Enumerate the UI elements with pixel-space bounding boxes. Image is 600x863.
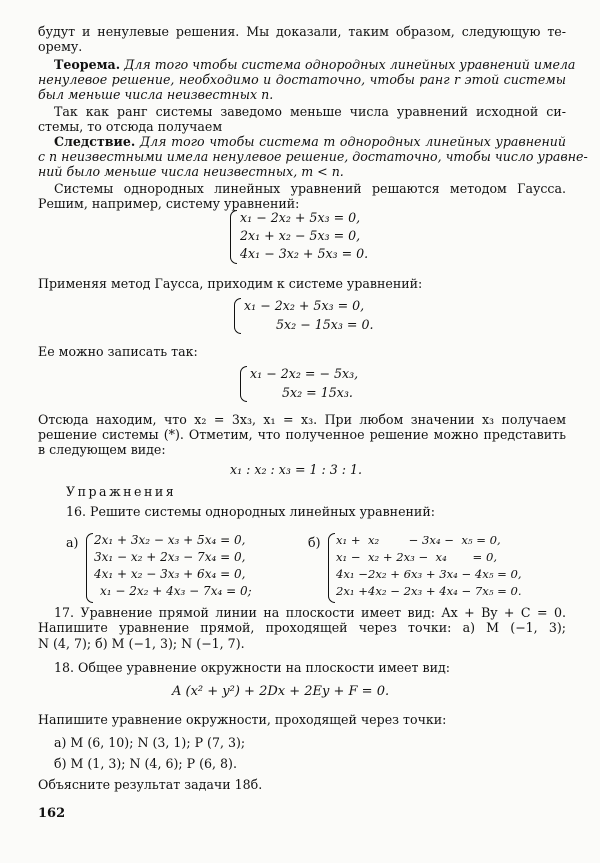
exercise-18-task: Напишите уравнение окружности, проходящей через точки: xyxy=(38,712,447,727)
theorem-line1: Теорема. Для того чтобы система однородных линейных уравнений имела xyxy=(54,57,576,72)
exercise-16b-eq3: 4x₁ −2x₂ + 6x₃ + 3x₄ − 4x₅ = 0, xyxy=(336,567,522,581)
para4: Применяя метод Гаусса, приходим к системе уравнений: xyxy=(38,276,423,291)
exercise-16a-eq4: x₁ − 2x₂ + 4x₃ − 7x₄ = 0; xyxy=(100,584,252,598)
exercise-16b-eq2: x₁ − x₂ + 2x₃ − x₄ = 0, xyxy=(336,550,498,564)
system1-eq1: x₁ − 2x₂ + 5x₃ = 0, xyxy=(240,210,361,225)
exercise-16a-brace xyxy=(86,533,93,603)
exercise-16: 16. Решите системы однородных линейных уравнений: xyxy=(66,504,435,519)
exercises-heading: Упражнения xyxy=(66,484,177,499)
corollary-line1: Следствие. Для того чтобы система m однородных линейных уравнений xyxy=(54,134,566,149)
para3-line2: Решим, например, систему уравнений: xyxy=(38,196,300,211)
exercise-16a-eq3: 4x₁ + x₂ − 3x₃ + 6x₄ = 0, xyxy=(94,567,246,581)
system1-brace xyxy=(230,210,237,264)
exercise-16b-eq1: x₁ + x₂ − 3x₄ − x₅ = 0, xyxy=(336,533,501,547)
exercise-16a-eq2: 3x₁ − x₂ + 2x₃ − 7x₄ = 0, xyxy=(94,550,246,564)
exercise-18b: б) M (1, 3); N (4, 6); P (6, 8). xyxy=(54,756,237,771)
system2-eq2: 5x₂ − 15x₃ = 0. xyxy=(276,317,374,332)
system3-eq2: 5x₂ = 15x₃. xyxy=(282,385,353,400)
para6-line1: Отсюда находим, что x₂ = 3x₃, x₁ = x₃. При любом значении x₃ получаем xyxy=(38,412,566,427)
corollary-label: Следствие. xyxy=(54,134,136,149)
exercise-17-line1: 17. Уравнение прямой линии на плоскости имеет вид: Ax + By + C = 0. xyxy=(54,605,566,620)
para2-line2: стемы, то отсюда получаем xyxy=(38,119,223,134)
theorem-line2: ненулевое решение, необходимо и достаточно, чтобы ранг r этой системы xyxy=(38,72,566,87)
para3-line1: Системы однородных линейных уравнений решаются методом Гаусса. xyxy=(54,181,566,196)
circle-equation: A (x² + y²) + 2Dx + 2Ey + F = 0. xyxy=(172,684,390,699)
para2-line1: Так как ранг системы заведомо меньше числа уравнений исходной си- xyxy=(54,104,566,119)
exercise-18-end: Объясните результат задачи 18б. xyxy=(38,777,263,792)
exercise-16a-label: а) xyxy=(66,535,79,550)
system3-eq1: x₁ − 2x₂ = − 5x₃, xyxy=(250,366,359,381)
para5: Ее можно записать так: xyxy=(38,344,198,359)
exercise-16b-eq4: 2x₁ +4x₂ − 2x₃ + 4x₄ − 7x₅ = 0. xyxy=(336,584,522,598)
system2-eq1: x₁ − 2x₂ + 5x₃ = 0, xyxy=(244,298,365,313)
system2-brace xyxy=(234,298,241,334)
corollary-line2: с n неизвестными имела ненулевое решение, достаточно, чтобы число уравне- xyxy=(38,149,588,164)
exercise-16b-brace xyxy=(328,533,335,603)
system3-brace xyxy=(240,366,247,402)
system1-eq2: 2x₁ + x₂ − 5x₃ = 0, xyxy=(240,228,361,243)
exercise-18: 18. Общее уравнение окружности на плоскости имеет вид: xyxy=(54,660,450,675)
para6-line2: решение системы (*). Отметим, что полученное решение можно представить xyxy=(38,427,566,442)
para1-line2: орему. xyxy=(38,39,83,54)
ratio-equation: x₁ : x₂ : x₃ = 1 : 3 : 1. xyxy=(230,462,363,477)
exercise-17-line2: Напишите уравнение прямой, проходящей через точки: а) M (−1, 3); xyxy=(38,620,566,635)
para6-line3: в следующем виде: xyxy=(38,442,166,457)
exercise-18a: а) M (6, 10); N (3, 1); P (7, 3); xyxy=(54,735,246,750)
para1-line1: будут и ненулевые решения. Мы доказали, таким образом, следующую те- xyxy=(38,24,566,39)
system1-eq3: 4x₁ − 3x₂ + 5x₃ = 0. xyxy=(240,246,369,261)
page-number: 162 xyxy=(38,806,66,821)
exercise-17-line3: N (4, 7); б) M (−1, 3); N (−1, 7). xyxy=(38,636,245,651)
exercise-16a-eq1: 2x₁ + 3x₂ − x₃ + 5x₄ = 0, xyxy=(94,533,246,547)
theorem-label: Теорема. xyxy=(54,57,121,72)
corollary-line3: ний было меньше числа неизвестных, m < n. xyxy=(38,164,344,179)
theorem-line3: был меньше числа неизвестных n. xyxy=(38,87,274,102)
exercise-16b-label: б) xyxy=(308,535,321,550)
